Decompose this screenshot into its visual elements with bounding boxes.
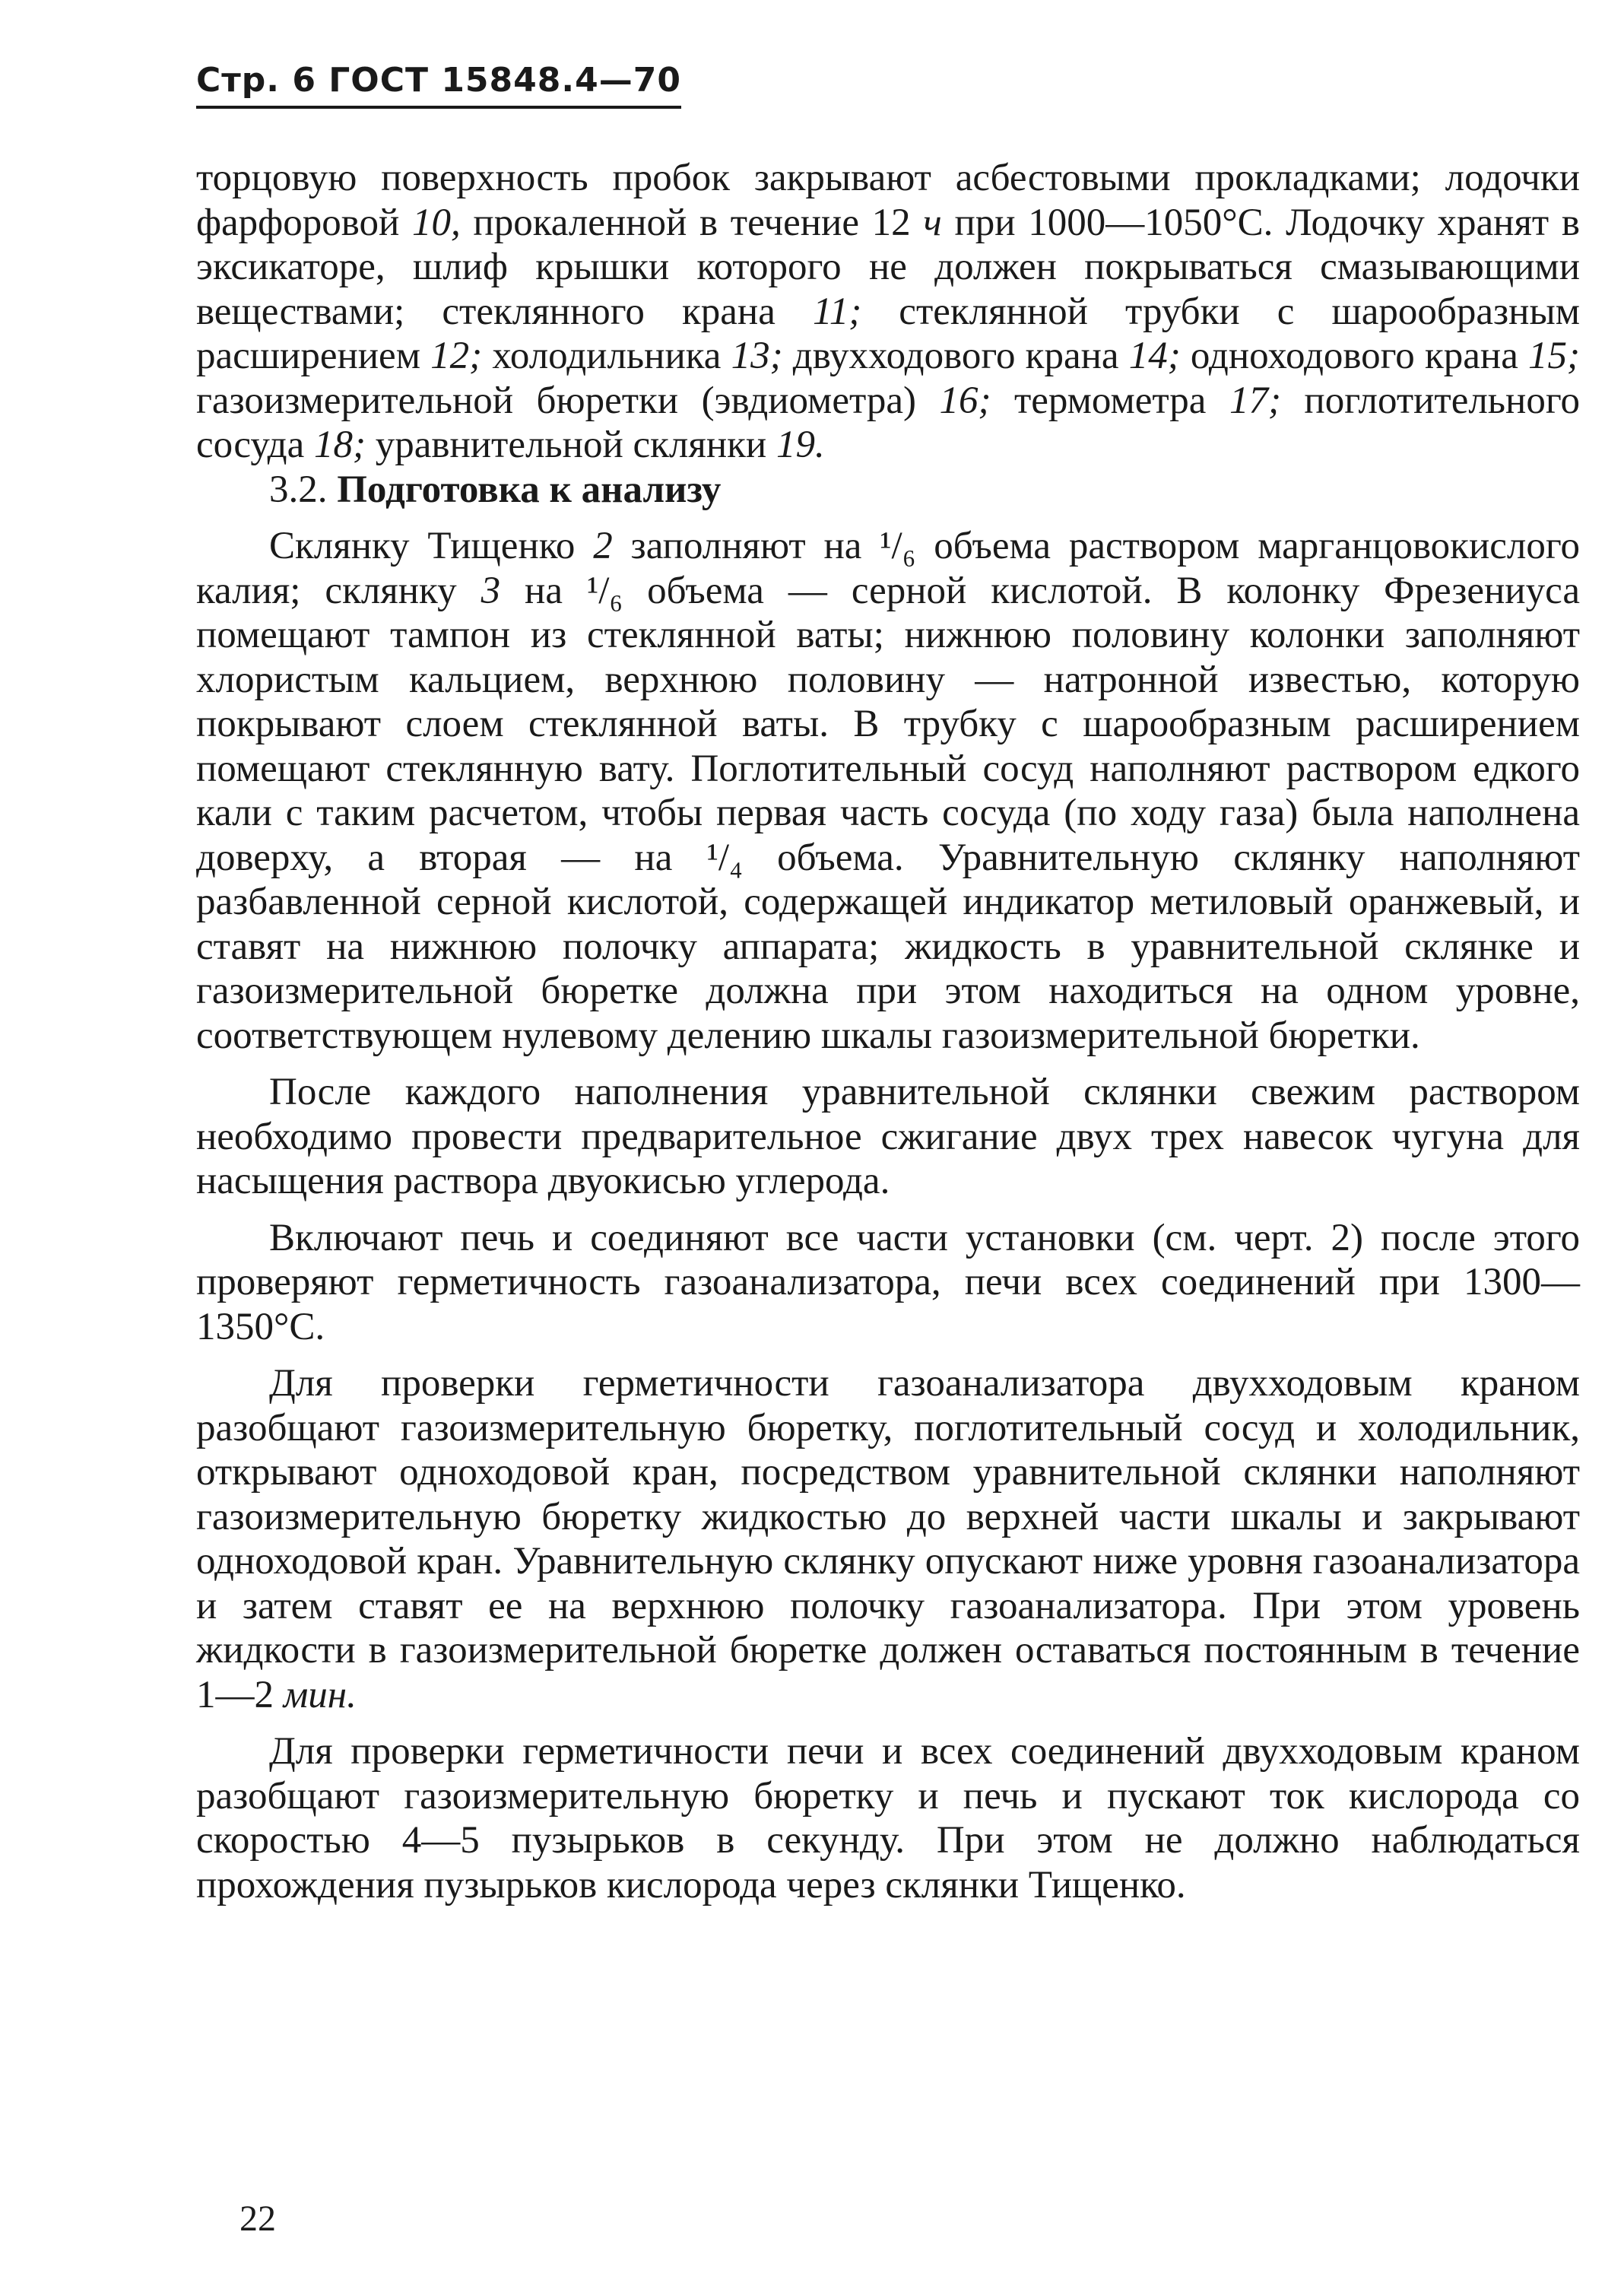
item-number: 12; bbox=[430, 335, 483, 377]
item-number: 14; bbox=[1128, 335, 1181, 377]
item-number: 11; bbox=[812, 290, 862, 333]
paragraph-saturation: После каждого наполнения уравнительной склянки свежим раствором необходимо провести предварительное сжигание двух трех навесок чугуна для насыщения раствора двуокисью углерода. bbox=[196, 1071, 1580, 1202]
page-number: 22 bbox=[239, 2199, 276, 2239]
paragraph-preparation bbox=[196, 524, 1580, 1058]
paragraph-analyzer-check bbox=[196, 1361, 1580, 1717]
text-run: одноходового крана bbox=[1180, 335, 1529, 377]
text-run: уравнительной склянки bbox=[365, 424, 776, 466]
text-run: торцовую поверхность пробок закрывают асбестовыми прокладками; лодочки фарфоровой bbox=[196, 157, 1580, 244]
text-run: стеклянной трубки с шарообразным расширением bbox=[196, 290, 1580, 377]
item-number: 17; bbox=[1229, 379, 1281, 422]
item-number: 15; bbox=[1528, 335, 1581, 377]
paragraph-equipment-list bbox=[196, 156, 1580, 468]
section-title: Подготовка к анализу bbox=[337, 468, 722, 511]
text-run: двухходового крана bbox=[782, 335, 1129, 377]
item-number: 16; bbox=[939, 379, 991, 422]
text-run: термометра bbox=[991, 379, 1229, 422]
section-heading bbox=[196, 468, 1580, 513]
body-text bbox=[196, 156, 1580, 1907]
text-run: газоизмерительной бюретки (эвдиометра) bbox=[196, 379, 940, 422]
paragraph-furnace-check: Для проверки герметичности печи и всех соединений двухходовым краном разобщают газоизмерительную бюретку и печь и пускают ток кислорода со скоростью 4—5 пузырьков в секунду. При этом не должно наблюдаться прохождения пузырьков кислорода через склянки Тищенко. bbox=[196, 1730, 1580, 1906]
text-run: на ¹/₆ объема — серной кислотой. В колонку Фрезениуса помещают тампон из стеклянной ваты; нижнюю половину колонки заполняют хлористым кальцием, верхнюю половину — натронной известью, которую покрывают слоем стеклянной ваты. В трубку с шарообразным расширением помещают стеклянную вату. Поглотительный сосуд наполняют раствором едкого кали с таким расчетом, чтобы первая часть сосуда (по ходу газа) была наполнена доверху, а вторая — на ¹/₄ объема. Уравнительную склянку наполняют разбавленной серной кислотой, содержащей индикатор метиловый оранжевый, и ставят на нижнюю полочку аппарата; жидкость в уравнительной склянке и газоизмерительной бюретке должна при этом находиться на одном уровне, соответствующем нулевому делению шкалы газоизмерительной бюретки. bbox=[196, 569, 1580, 1057]
item-number: 19. bbox=[776, 424, 825, 466]
page-header: Стр. 6 ГОСТ 15848.4—70 bbox=[196, 61, 681, 109]
unit-minutes: мин. bbox=[283, 1673, 357, 1716]
text-run: заполняют на ¹/₆ объема раствором марганцовокислого калия; склянку bbox=[196, 525, 1580, 612]
text-run: Для проверки герметичности газоанализатора двухходовым краном разобщают газоизмерительную бюретку, поглотительный сосуд и холодильник, открывают одноходовой кран, посредством уравнительной склянки наполняют газоизмерительную бюретку жидкостью до верхней части шкалы и закрывают одноходовой кран. Уравнительную склянку опускают ниже уровня газоанализатора и затем ставят ее на верхнюю полочку газоанализатора. При этом уровень жидкости в газоизмерительной бюретке должен оставаться постоянным в течение 1—2 bbox=[196, 1362, 1580, 1716]
item-number: 13; bbox=[731, 335, 783, 377]
text-run: холодильника bbox=[482, 335, 731, 377]
item-number: 10, bbox=[411, 201, 461, 244]
section-number: 3.2. bbox=[269, 468, 338, 511]
text-run: поглотительного сосуда bbox=[196, 379, 1580, 466]
text-run: при 1000—1050°С. Лодочку хранят в эксикаторе, шлиф крышки которого не должен покрываться смазывающими веществами; стеклянного крана bbox=[196, 201, 1580, 333]
text-run: Склянку Тищенко bbox=[269, 525, 594, 567]
item-number: 3 bbox=[481, 569, 501, 612]
item-number: 18; bbox=[314, 424, 366, 466]
paragraph-furnace-on: Включают печь и соединяют все части установки (см. черт. 2) после этого проверяют герметичность газоанализатора, печи всех соединений при 1300—1350°С. bbox=[196, 1216, 1580, 1348]
text-run: прокаленной в течение 12 bbox=[460, 201, 924, 244]
item-number: 2 bbox=[593, 525, 613, 567]
unit-hours: ч bbox=[923, 201, 942, 244]
